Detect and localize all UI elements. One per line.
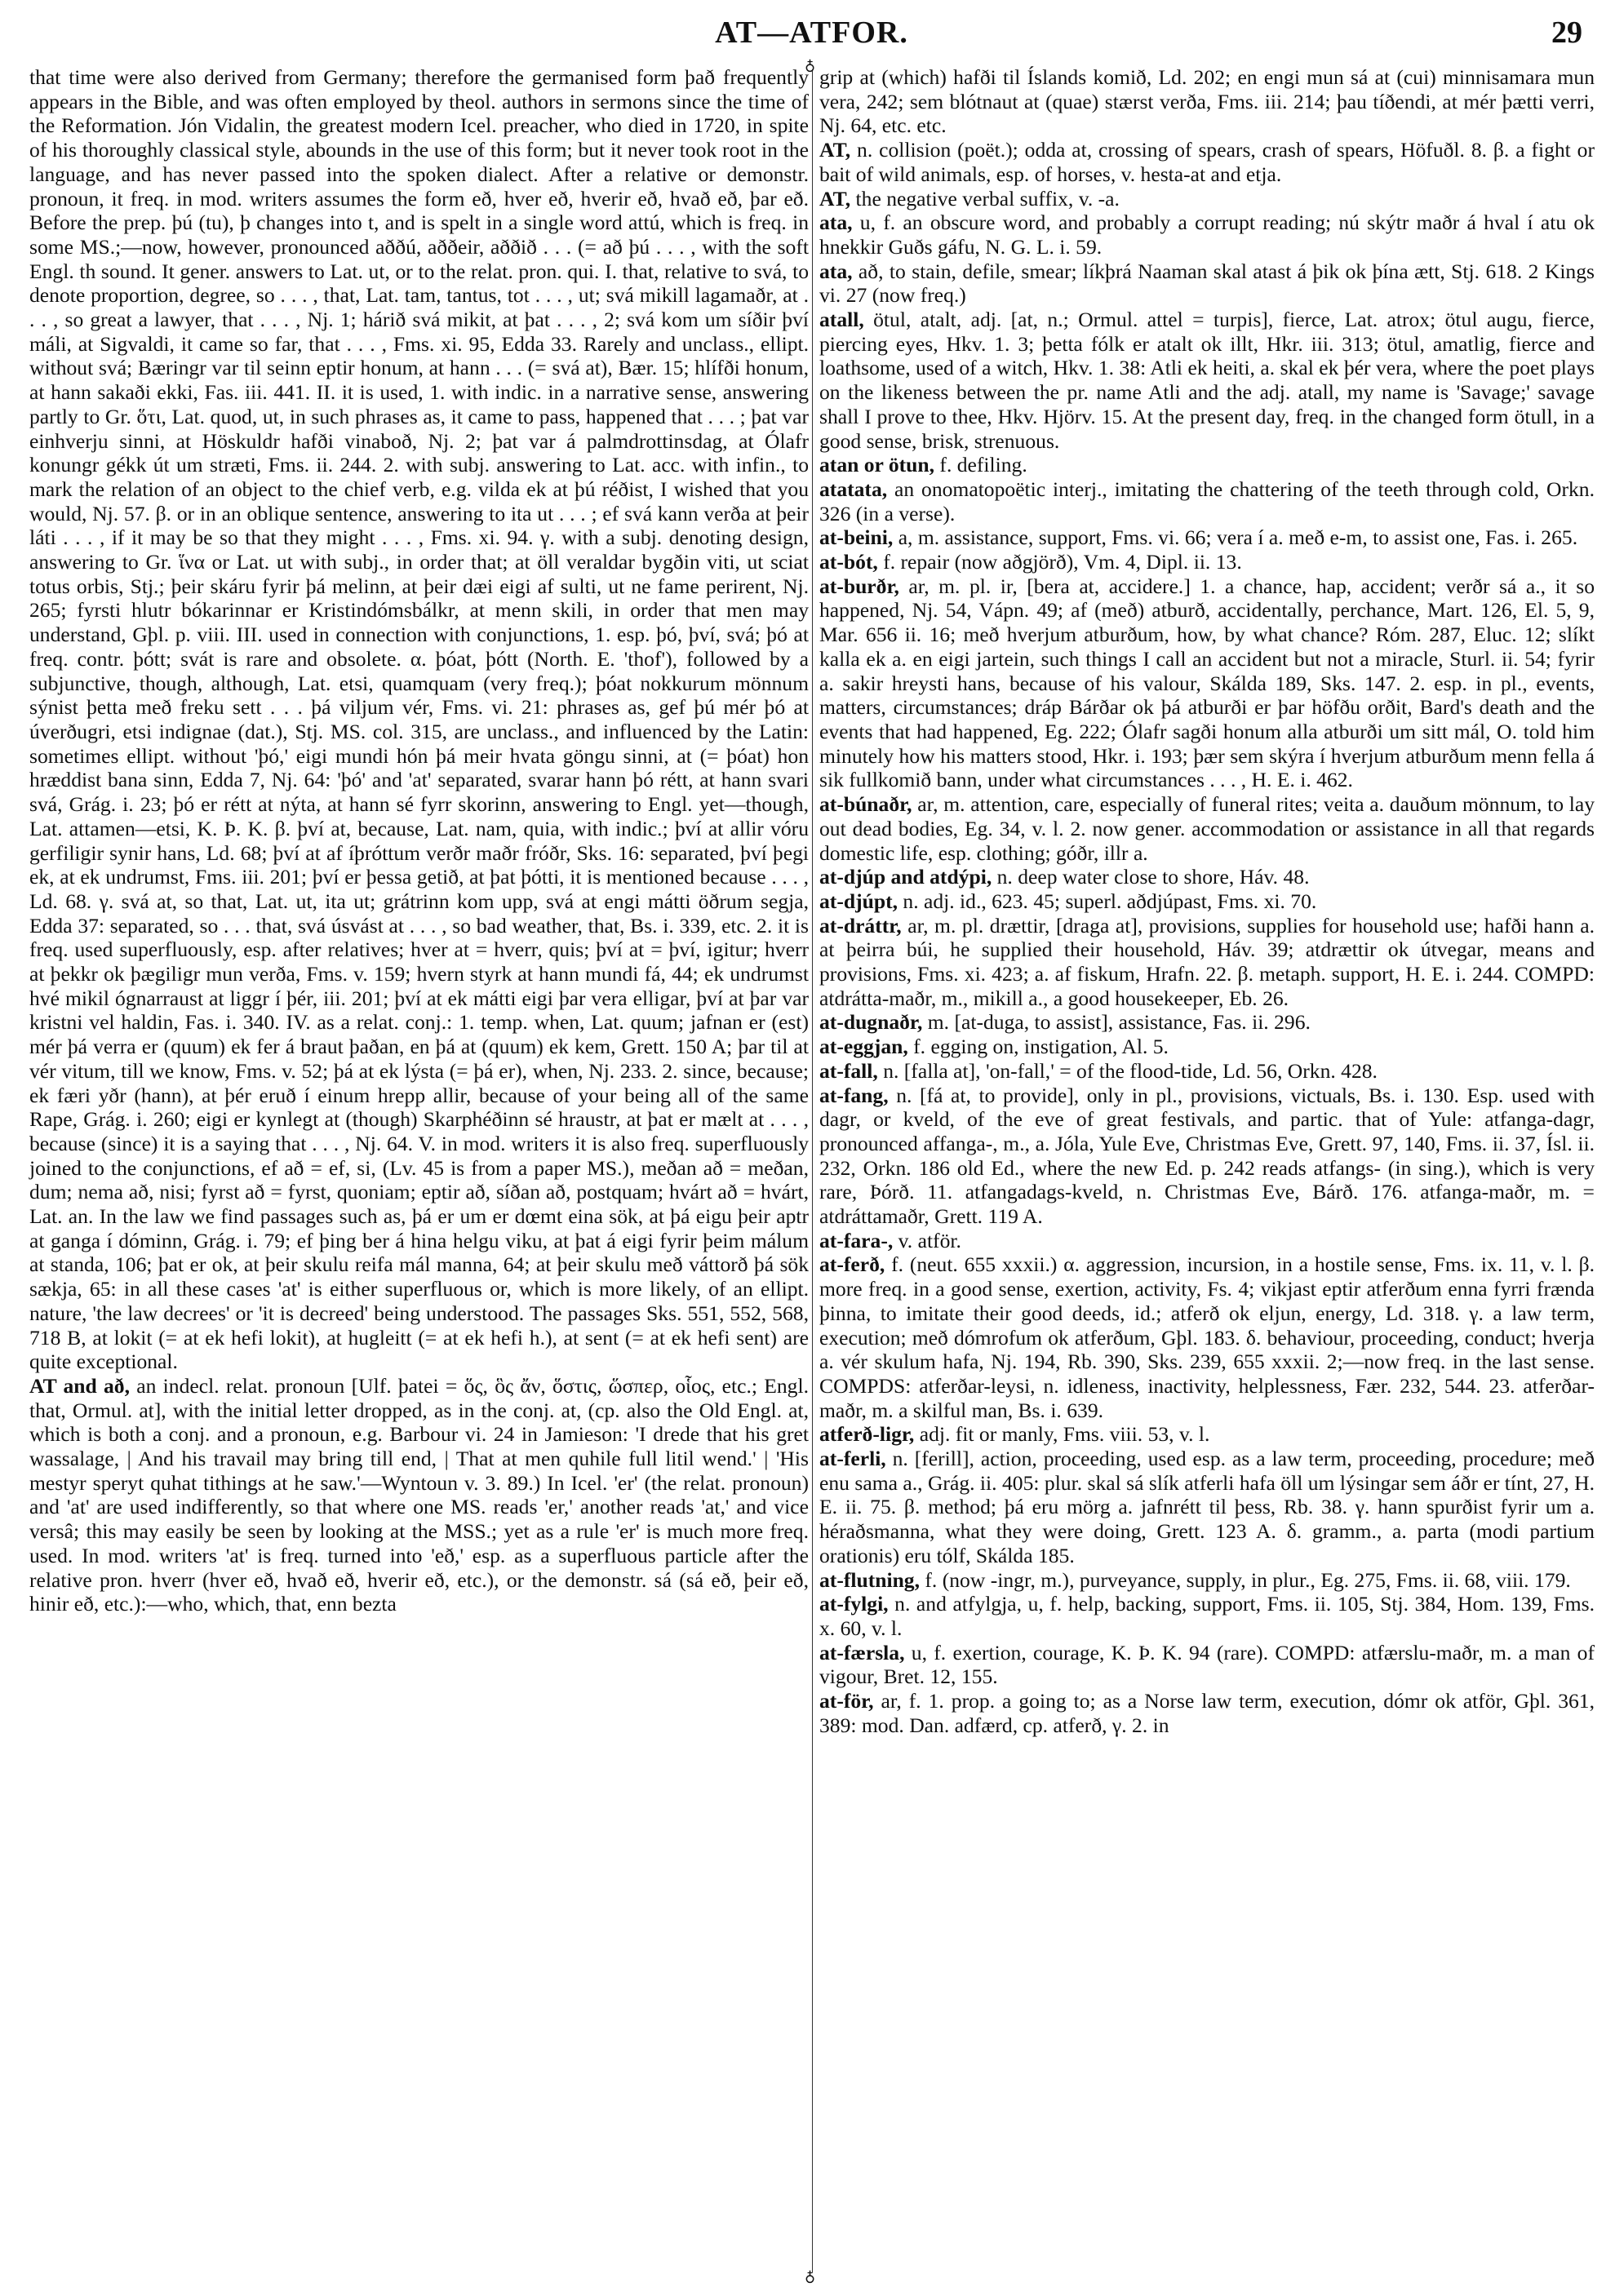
dictionary-entry xyxy=(819,308,1595,453)
dictionary-entry xyxy=(819,865,1595,889)
left-column xyxy=(29,65,809,1616)
entry-headword: at-fylgi, xyxy=(819,1592,889,1616)
dictionary-entry xyxy=(819,1592,1595,1640)
entry-text: grip at (which) hafði til Íslands komið, Ld. 202; en engi mun sá at (cui) minnisamara mun vera, 242; sem blótnaut at (quae) stærst verða, Fms. iii. 214; þau tíðendi, at mér þætti verri, Nj. 64, etc. etc. xyxy=(819,65,1595,138)
entry-headword: at-dráttr, xyxy=(819,913,902,937)
dictionary-entry xyxy=(819,574,1595,792)
dictionary-entry xyxy=(819,187,1595,211)
entry-headword: at-búnaðr, xyxy=(819,792,912,817)
entry-text: n. and atfylgja, u, f. help, backing, support, Fms. ii. 105, Stj. 384, Hom. 139, Fms. x. 60, v. l. xyxy=(819,1592,1595,1640)
dictionary-entry xyxy=(819,1422,1595,1447)
entry-headword: at-för, xyxy=(819,1689,874,1713)
dictionary-entry xyxy=(819,914,1595,1011)
entry-headword: atferð-ligr, xyxy=(819,1422,915,1447)
entry-text: the negative verbal suffix, v. -a. xyxy=(850,186,1120,211)
entry-text: n. adj. id., 623. 45; superl. aðdjúpast, Fms. xi. 70. xyxy=(898,889,1317,913)
entry-text: m. [at-duga, to assist], assistance, Fas. ii. 296. xyxy=(922,1010,1311,1035)
entry-headword: at-djúp and atdýpi, xyxy=(819,865,992,889)
dictionary-entry xyxy=(819,1010,1595,1035)
dictionary-entry xyxy=(819,211,1595,259)
entry-text: ar, m. pl. ir, [bera at, accidere.] 1. a chance, hap, accident; verðr sá a., it so happened, Nj. 54, Vápn. 49; af (með) atburð, accidentally, perchance, Mart. 126, El. 5, 9, Mar. 656 ii. 16; með hverjum atburðum, how, by what chance? Róm. 287, Eluc. 12; slíkt kalla ek a. en eigi jartein, such things I call an accident but not a miracle, Sturl. ii. 54; fyrir a. sakir hreysti hans, because of his valour, Skálda 189, Sks. 147. 2. esp. in pl., events, matters, circumstances; dráp Bárðar ok þá atburði er þar höfðu orðit, Bard's death and the events that had happened, Eg. 222; Ólafr sagði honum alla atburði um sitt mál, O. told him minutely how his matters stood, Hkr. i. 193; þær sem skýra í hverjum atburðum menn fella á sik fullkomið bann, under what circumstances . . . , H. E. i. 462. xyxy=(819,574,1595,792)
entry-text: ar, f. 1. prop. a going to; as a Norse law term, execution, dómr ok atför, Gþl. 361, 389: mod. Dan. adfærd, cp. atferð, γ. 2. in xyxy=(819,1689,1595,1737)
dictionary-entry xyxy=(819,1035,1595,1059)
entry-headword: ata, xyxy=(819,211,853,235)
dictionary-entry xyxy=(819,1689,1595,1737)
entry-headword: at-færsla, xyxy=(819,1640,905,1664)
entry-headword: at-flutning, xyxy=(819,1567,921,1592)
entry-headword: at-djúpt, xyxy=(819,889,898,913)
dictionary-entry xyxy=(819,1641,1595,1689)
entry-headword: AT, xyxy=(819,138,851,162)
dictionary-entry xyxy=(819,525,1595,550)
entry-headword: at-ferli, xyxy=(819,1447,886,1471)
entry-text: f. (now -ingr, m.), purveyance, supply, in plur., Eg. 275, Fms. ii. 68, viii. 179. xyxy=(920,1567,1571,1592)
entry-text: f. repair (now aðgjörð), Vm. 4, Dipl. ii. 13. xyxy=(877,550,1242,574)
entry-text: ar, m. attention, care, especially of funeral rites; veita a. dauðum mönnum, to lay out dead bodies, Eg. 34, v. l. 2. now gener. accommodation or assistance in all that regards domestic life, esp. clothing; góðr, illr a. xyxy=(819,792,1595,865)
entry-headword: at-dugnaðr, xyxy=(819,1010,923,1035)
entry-text: n. [fá at, to provide], only in pl., provisions, victuals, Bs. i. 130. Esp. used with dagr, or kveld, of the eve of great festivals, and partic. that of Yule: atfanga-dagr, pronounced affanga-, m., a. Jóla, Yule Eve, Christmas Eve, Grett. 97, 140, Fms. ii. 37, Ísl. ii. 232, Orkn. 186 old Ed., where the new Ed. p. 242 reads atfangs- (in sing.), which is very rare, Þórð. 11. atfangadags-kveld, n. Christmas Eve, Bárð. 176. atfanga-maðr, m. = atdráttamaðr, Grett. 119 A. xyxy=(819,1083,1595,1229)
entry-text: an indecl. relat. pronoun [Ulf. þatei = ὅς, ὃς ἄν, ὅστις, ὥσπερ, οἷος, etc.; Engl. that, Ormul. at], with the initial letter dropped, as in the conj. at, (cp. also the Old Engl. at, which is both a conj. and a pronoun, e.g. Barbour vi. 24 in Jamieson: 'I drede that his gret wassalage, | And his travail may bring till end, | That at men quhile full litil wend.' | 'His mestyr speryt quhat tithings at he saw.'—Wyntoun v. 3. 89.) In Icel. 'er' (the relat. pronoun) and 'at' are used indifferently, so that where one MS. reads 'er,' another reads 'at,' and vice versâ; this may easily be seen by looking at the MSS.; yet as a rule 'er' is much more freq. used. In mod. writers 'at' is freq. turned into 'eð,' esp. as a superfluous particle after the relative pron. hverr (hver eð, hvað eð, hverir eð, etc.), or the demonstr. sá (sá eð, þeir eð, hinir eð, etc.):—who, which, that, enn bezta xyxy=(29,1373,809,1616)
dictionary-entry xyxy=(819,550,1595,574)
divider-ornament-bottom: ♁ xyxy=(805,2268,816,2285)
entry-headword: ata, xyxy=(819,259,853,283)
entry-text: that time were also derived from Germany; therefore the germanised form það frequently appears in the Bible, and was often employed by theol. authors in sermons since the time of the Reformation. Jón Vidalin, the greatest modern Icel. preacher, who died in 1720, in spite of his thoroughly classical style, abounds in the use of this form; but it never took root in the language, and has never passed into the spoken dialect. After a relative or demonstr. pronoun, it freq. in mod. writers assumes the form eð, hver eð, hverir eð, hvað eð, þar eð. Before the prep. þú (tu), þ changes into t, and is spelt in a single word attú, which is freq. in some MS.;—now, however, pronounced aððú, aððeir, aððið . . . (= að þú . . . , with the soft Engl. th sound. It gener. answers to Lat. ut, or to the relat. pron. qui. I. that, relative to svá, to denote proportion, degree, so . . . , that, Lat. tam, tantus, tot . . . , ut; svá mikill lagamaðr, at . . . , so great a lawyer, that . . . , Nj. 1; hárið svá mikit, at þat . . . , 2; svá kom um síðir því máli, at Sigvaldi, it came so far, that . . . , Fms. xi. 95, Edda 33. Rarely and unclass., ellipt. without svá; Bæringr var til seinn eptir honum, at hann . . . (= svá at), Bær. 15; hlífði honum, at hann sakaði ekki, Fas. iii. 441. II. it is used, 1. with indic. in a narrative sense, answering partly to Gr. ὅτι, Lat. quod, ut, in such phrases as, it came to pass, happened that . . . ; þat var einhverju sinni, at Höskuldr hafði vinaboð, Nj. 2; þat var á palmdrottinsdag, at Ólafr konungr gékk út um stræti, Fms. ii. 244. 2. with subj. answering to Lat. acc. with infin., to mark the relation of an object to the chief verb, e.g. vilda ek at þú réðist, I wished that you would, Nj. 57. β. or in an oblique sentence, answering to ita ut . . . ; ef svá kann verða at þeir láti . . . , if it may be so that they might . . . , Fms. xi. 94. γ. with a subj. denoting design, answering to Gr. ἵνα or Lat. ut with subj., in order that; at öll veraldar bygðin viti, ut sciat totus orbis, Stj.; þeir skáru fyrir þá melinn, at þeir dæi eigi af sulti, ut ne fame perirent, Nj. 265; fyrsti hlutr bókarinnar er Kristindómsbálkr, at menn skili, in order that men may understand, Gþl. p. viii. III. used in connection with conjunctions, 1. esp. þó, því, svá; þó at freq. contr. þótt; svát is rare and obsolete. α. þóat, þótt (North. E. 'thof'), followed by a subjunctive, though, although, Lat. etsi, quamquam (very freq.); þóat nokkurum mönnum sýnist þetta með freku sett . . . þá viljum vér, Fms. vi. 21: phrases as, gef þú mér þó at úverðugri, etsi indignae (dat.), Stj. MS. col. 315, are unclass., and influenced by the Latin: sometimes ellipt. without 'þó,' eigi mundi hón þá meir hvata göngu sinni, at (= þóat) hon hræddist bana sinn, Edda 7, Nj. 64: 'þó' and 'at' separated, svarar hann þó rétt, at hann svari svá, Grág. i. 23; þó er rétt at nýta, at hann sé fyrr skorinn, answering to Engl. yet—though, Lat. attamen—etsi, K. Þ. K. β. því at, because, Lat. nam, quia, with indic.; því at allir vóru gerfiligir synir hans, Ld. 68; því at af íþróttum verðr maðr fróðr, Sks. 16: separated, því þegi ek, at ek undrumst, Fms. iii. 201; því er þessa getið, at þat þótti, it is mentioned because . . . , Ld. 68. γ. svá at, so that, Lat. ut, ita ut; grátrinn kom upp, svá at engi mátti öðrum segja, Edda 37: separated, so . . . that, svá úsvást at . . . , so bad weather, that, Bs. i. 339, etc. 2. it is freq. used superfluously, esp. after relatives; hver at = hverr, quis; því at = því, igitur; hverr at þekkr ok þægiligr mun verða, Fms. v. 159; hvern styrk at hann mundi fá, 44; ek undrumst hvé mikil ógnarraust at liggr í þér, iii. 201; því at ek mátti eigi þar vera elligar, því at þar var kristni vel haldin, Fas. i. 340. IV. as a relat. conj.: 1. temp. when, Lat. quum; jafnan er (est) mér þá verra er (quum) ek fer á braut þaðan, en þá at (quum) ek kem, Grett. 150 A; þar til at vér vitum, till we know, Fms. v. 52; þá at ek lýsta (= þá er), when, Nj. 233. 2. since, because; ek færi yðr (hann), at þér eruð í einum hrepp allir, because of your being all of the same Rape, Grág. i. 260; eigi er kynlegt at (though) Skarphéðinn sé hraustr, at þat er mælt at . . . , because (since) it is a saying that . . . , Nj. 64. V. in mod. writers it is also freq. superfluously joined to the conjunctions, ef að = ef, si, (Lv. 45 is from a paper MS.), meðan að = meðan, dum; nema að, nisi; fyrst að = fyrst, quoniam; eptir að, síðan að, postquam; hvárt að = hvárt, Lat. an. In the law we find passages such as, þá er um er dœmt eina sök, at þá eigu þeir aptr at ganga í dóminn, Grág. i. 79; ef þing ber á hina helgu viku, at þat á eigi fyrir þeim málum at standa, 106; þat er ok, at þeir skulu reifa mál manna, 64; at þeir skulu með váttorð þá sök sækja, 65: in all these cases 'at' is either superfluous or, which is more likely, of an ellipt. nature, 'the law decrees' or 'it is decreed' being understood. The passages Sks. 551, 552, 568, 718 B, at lokit (= at ek hefi lokit), at hugleitt (= at ek hefi h.), at sent (= at ek hefi sent) are quite exceptional. xyxy=(29,65,809,1374)
entry-text: n. [ferill], action, proceeding, used esp. as a law term, proceeding, procedure; með enu sama a., Grág. ii. 405: plur. skal sá slík atferli hafa öll um lýsingar sem áðr er tínt, 27, H. E. ii. 75. β. method; þá eru mörg a. jafnrétt til þess, Rb. 38. γ. hann spurðist fyrir um a. héraðsmanna, what they were doing, Grett. 123 A. δ. gramm., a. parta (modi partium orationis) eru tólf, Skálda 185. xyxy=(819,1447,1595,1567)
entry-headword: AT and að, xyxy=(29,1373,130,1398)
entry-text: n. deep water close to shore, Háv. 48. xyxy=(992,865,1310,889)
entry-continuation xyxy=(29,65,809,1374)
entry-text: ar, m. pl. drættir, [draga at], provisions, supplies for household use; hafði hann a. at þeirra búi, he supplied their household, Háv. 39; atdrættir ok útvegar, means and provisions, Fms. xi. 423; a. af fiskum, Hrafn. 22. β. metaph. support, H. E. i. 244. COMPD: atdrátta-maðr, m., mikill a., a good housekeeper, Eb. 26. xyxy=(819,913,1595,1010)
dictionary-entry xyxy=(819,889,1595,914)
dictionary-entry xyxy=(819,1229,1595,1253)
dictionary-entry xyxy=(819,1059,1595,1084)
entry-headword: at-fall, xyxy=(819,1058,878,1083)
page-number: 29 xyxy=(1551,16,1582,50)
entry-text: v. atför. xyxy=(893,1228,961,1252)
dictionary-entry xyxy=(819,453,1595,477)
dictionary-entry xyxy=(819,138,1595,186)
entry-text: a, m. assistance, support, Fms. vi. 66; vera í a. með e-m, to assist one, Fas. i. 265. xyxy=(893,525,1578,550)
entry-headword: atatata, xyxy=(819,476,888,501)
entry-text: adj. fit or manly, Fms. viii. 53, v. l. xyxy=(914,1422,1210,1447)
entry-text: að, to stain, defile, smear; líkþrá Naaman skal atast á þik ok þína ætt, Stj. 618. 2 Kings vi. 27 (now freq.) xyxy=(819,259,1595,308)
dictionary-entry xyxy=(819,259,1595,308)
entry-headword: at-bót, xyxy=(819,550,878,574)
entry-headword: at-ferð, xyxy=(819,1252,885,1277)
entry-text: f. defiling. xyxy=(934,453,1027,477)
dictionary-entry xyxy=(819,1084,1595,1229)
entry-text: an onomatopoëtic interj., imitating the chattering of the teeth through cold, Orkn. 326 (in a verse). xyxy=(819,476,1595,525)
running-title: AT—ATFOR. xyxy=(715,16,908,50)
entry-headword: at-burðr, xyxy=(819,574,899,598)
entry-headword: at-fara-, xyxy=(819,1228,894,1252)
column-divider xyxy=(812,69,813,2272)
entry-headword: at-beini, xyxy=(819,525,894,550)
entry-text: f. (neut. 655 xxxii.) α. aggression, incursion, in a hostile sense, Fms. ix. 11, v. l. β. more freq. in a good sense, exertion, activity, Fs. 4; vikjast eptir atferðum enna fyrri frænda þinna, to imitate their good deeds, id.; atferð ok eljun, energy, Ld. 318. γ. a law term, execution; með dómrofum ok atferðum, Gþl. 183. δ. behaviour, proceeding, conduct; hverja a. vér skulum hafa, Nj. 194, Rb. 390, Sks. 239, 655 xxxii. 2;—now freq. in the last sense. COMPDS: atferðar-leysi, n. idleness, inactivity, helplessness, Fær. 232, 544. 23. atferðar-maðr, m. a skilful man, Bs. i. 639. xyxy=(819,1252,1595,1422)
entry-text: u, f. an obscure word, and probably a corrupt reading; nú skýtr maðr á hval í atu ok hnekkir Guðs gáfu, N. G. L. i. 59. xyxy=(819,211,1595,259)
dictionary-entry xyxy=(819,477,1595,525)
entry-continuation xyxy=(819,65,1595,138)
entry-headword: at-eggjan, xyxy=(819,1035,908,1059)
entry-text: ötul, atalt, adj. [at, n.; Ormul. attel = turpis], fierce, Lat. atrox; ötul augu, fierce, piercing eyes, Hkv. 1. 3; þetta fólk er atalt ok illt, Hkr. iii. 313; ötul, amatlig, fierce and loathsome, used of a witch, Hkv. 1. 38: Atli ek heiti, a. skal ek þér vera, where the poet plays on the likeness between the pr. name Atli and the adj. atall, my name is 'Savage;' savage shall I prove to thee, Hkv. Hjörv. 15. At the present day, freq. in the changed form ötull, in a good sense, brisk, strenuous. xyxy=(819,308,1595,453)
page-header xyxy=(33,15,1591,55)
entry-headword: at-fang, xyxy=(819,1083,889,1107)
dictionary-entry xyxy=(29,1374,809,1616)
entry-text: n. [falla at], 'on-fall,' = of the flood-tide, Ld. 56, Orkn. 428. xyxy=(877,1058,1378,1083)
entry-headword: AT, xyxy=(819,186,851,211)
dictionary-entry xyxy=(819,1252,1595,1422)
entry-headword: atall, xyxy=(819,308,864,332)
entry-text: f. egging on, instigation, Al. 5. xyxy=(907,1035,1169,1059)
right-column xyxy=(819,65,1595,1738)
dictionary-entry xyxy=(819,1447,1595,1568)
dictionary-entry xyxy=(819,792,1595,865)
entry-text: n. collision (poët.); odda at, crossing of spears, crash of spears, Höfuðl. 8. β. a fight or bait of wild animals, esp. of horses, v. hesta-at and etja. xyxy=(819,138,1595,186)
entry-headword: atan or ötun, xyxy=(819,453,935,477)
entry-text: u, f. exertion, courage, K. Þ. K. 94 (rare). COMPD: atfærslu-maðr, m. a man of vigour, Bret. 12, 155. xyxy=(819,1640,1595,1689)
dictionary-entry xyxy=(819,1568,1595,1593)
divider-ornament-top: ♁ xyxy=(805,57,816,73)
